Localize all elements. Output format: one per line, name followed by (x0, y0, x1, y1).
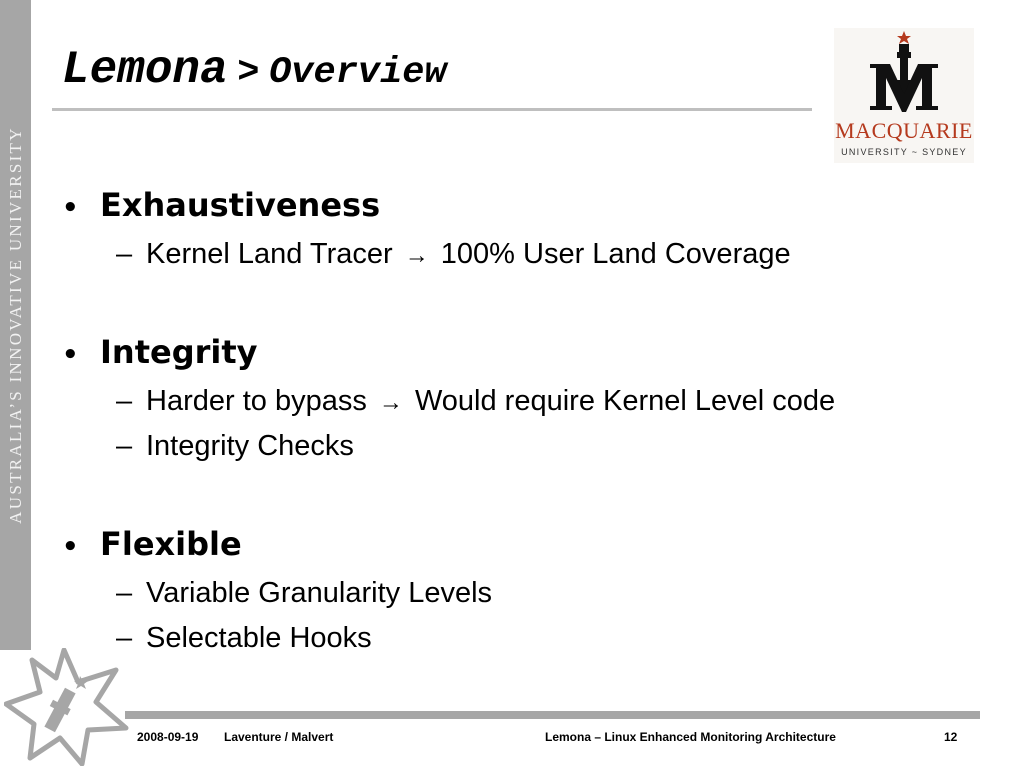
footer-date: 2008-09-19 (137, 730, 199, 744)
title-underline (52, 108, 812, 111)
sub-item-text: Selectable Hooks (146, 622, 372, 654)
dash: – (116, 430, 133, 462)
dash: – (116, 622, 133, 654)
bullet-dot: • (62, 340, 79, 370)
footer-authors: Laventure / Malvert (224, 730, 334, 744)
right-arrow-icon: → (404, 242, 429, 269)
title-main: Lemona (62, 44, 228, 96)
sub-item (116, 385, 835, 418)
sub-item (116, 430, 354, 463)
logo-wordmark: MACQUARIE (835, 118, 973, 143)
bullet-integrity (62, 333, 258, 371)
sub-item-before: Kernel Land Tracer (146, 238, 393, 270)
dash: – (116, 385, 133, 417)
sub-item (116, 622, 372, 655)
bullet-flexible (62, 525, 242, 563)
sub-item (116, 238, 791, 271)
star-emblem-icon (4, 648, 130, 766)
bullet-dot: • (62, 532, 79, 562)
right-arrow-icon: → (378, 389, 403, 416)
dash: – (116, 238, 133, 270)
sub-item-after: 100% User Land Coverage (440, 238, 791, 270)
bullet-dot: • (62, 193, 79, 223)
bullet-heading: Exhaustiveness (100, 186, 381, 224)
sidebar-text: AUSTRALIA’S INNOVATIVE UNIVERSITY (6, 126, 25, 524)
bullet-heading: Flexible (100, 525, 242, 563)
sub-item-text: Integrity Checks (146, 430, 354, 462)
sub-item (116, 577, 492, 610)
title-separator: > (237, 52, 260, 94)
bullet-heading: Integrity (100, 333, 258, 371)
footer-bar (125, 711, 980, 719)
sub-item-before: Harder to bypass (146, 385, 367, 417)
footer-title: Lemona – Linux Enhanced Monitoring Architecture (545, 730, 836, 744)
sub-item-text: Variable Granularity Levels (146, 577, 493, 609)
title-sub: Overview (269, 52, 447, 94)
dash: – (116, 577, 133, 609)
bullet-exhaustiveness (62, 186, 380, 224)
footer-page-number: 12 (944, 730, 958, 744)
slide-title (62, 44, 447, 96)
logo-tagline: UNIVERSITY ~ SYDNEY (841, 147, 967, 157)
sidebar-strip (0, 0, 31, 650)
sub-item-after: Would require Kernel Level code (414, 385, 836, 417)
